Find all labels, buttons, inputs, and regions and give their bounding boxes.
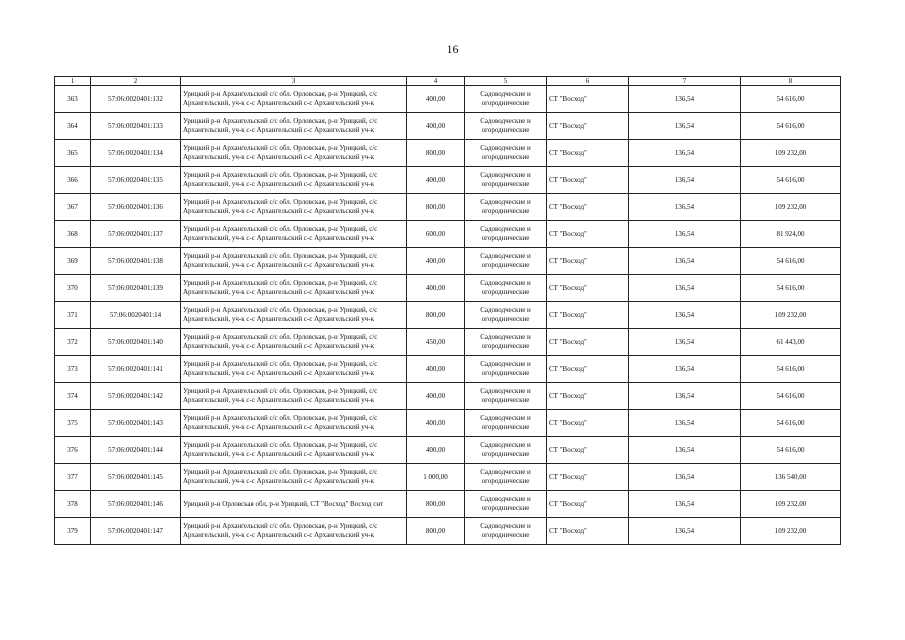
address-cell: Урицкий р-н Архангельский с/с обл. Орловская, р-н Урицкий, с/с Архангельский, уч-к с-с Архангельский с-с Архангельский уч-к bbox=[181, 437, 407, 464]
land-plot-table bbox=[54, 76, 841, 545]
table-row bbox=[55, 356, 841, 383]
cadastral-value-cell: 54 616,00 bbox=[741, 383, 841, 410]
column-header-1: 1 bbox=[55, 77, 91, 86]
area-cell: 800,00 bbox=[407, 194, 465, 221]
land-use-cell: Садоводческие и огороднические bbox=[465, 140, 547, 167]
land-use-cell: Садоводческие и огороднические bbox=[465, 491, 547, 518]
land-use-cell: Садоводческие и огороднические bbox=[465, 302, 547, 329]
address-cell: Урицкий р-н Архангельский с/с обл. Орловская, р-н Урицкий, с/с Архангельский, уч-к с-с Архангельский с-с Архангельский уч-к bbox=[181, 329, 407, 356]
table-row bbox=[55, 248, 841, 275]
cadastral-number-cell: 57:06:0020401:141 bbox=[91, 356, 181, 383]
cadastral-number-cell: 57:06:0020401:14 bbox=[91, 302, 181, 329]
row-number-cell: 378 bbox=[55, 491, 91, 518]
table-body bbox=[55, 86, 841, 545]
owner-cell: СТ "Восход" bbox=[547, 356, 629, 383]
table-row bbox=[55, 275, 841, 302]
cadastral-number-cell: 57:06:0020401:132 bbox=[91, 86, 181, 113]
address-cell: Урицкий р-н Архангельский с/с обл. Орловская, р-н Урицкий, с/с Архангельский, уч-к с-с Архангельский с-с Архангельский уч-к bbox=[181, 302, 407, 329]
address-cell: Урицкий р-н Архангельский с/с обл. Орловская, р-н Урицкий, с/с Архангельский, уч-к с-с Архангельский с-с Архангельский уч-к bbox=[181, 275, 407, 302]
row-number-cell: 375 bbox=[55, 410, 91, 437]
table-row bbox=[55, 167, 841, 194]
cadastral-value-cell: 136 540,00 bbox=[741, 464, 841, 491]
row-number-cell: 368 bbox=[55, 221, 91, 248]
area-cell: 800,00 bbox=[407, 302, 465, 329]
rate-cell: 136,54 bbox=[629, 464, 741, 491]
area-cell: 400,00 bbox=[407, 167, 465, 194]
area-cell: 800,00 bbox=[407, 518, 465, 545]
column-header-8: 8 bbox=[741, 77, 841, 86]
table-row bbox=[55, 464, 841, 491]
row-number-cell: 370 bbox=[55, 275, 91, 302]
cadastral-number-cell: 57:06:0020401:137 bbox=[91, 221, 181, 248]
address-cell: Урицкий р-н Архангельский с/с обл. Орловская, р-н Урицкий, с/с Архангельский, уч-к с-с Архангельский с-с Архангельский уч-к bbox=[181, 140, 407, 167]
row-number-cell: 374 bbox=[55, 383, 91, 410]
area-cell: 600,00 bbox=[407, 221, 465, 248]
table-row bbox=[55, 410, 841, 437]
cadastral-number-cell: 57:06:0020401:136 bbox=[91, 194, 181, 221]
address-cell: Урицкий р-н Архангельский с/с обл. Орловская, р-н Урицкий, с/с Архангельский, уч-к с-с Архангельский с-с Архангельский уч-к bbox=[181, 464, 407, 491]
cadastral-value-cell: 54 616,00 bbox=[741, 356, 841, 383]
cadastral-value-cell: 81 924,00 bbox=[741, 221, 841, 248]
column-header-4: 4 bbox=[407, 77, 465, 86]
cadastral-number-cell: 57:06:0020401:133 bbox=[91, 113, 181, 140]
owner-cell: СТ "Восход" bbox=[547, 437, 629, 464]
land-use-cell: Садоводческие и огороднические bbox=[465, 275, 547, 302]
land-use-cell: Садоводческие и огороднические bbox=[465, 437, 547, 464]
owner-cell: СТ "Восход" bbox=[547, 329, 629, 356]
rate-cell: 136,54 bbox=[629, 194, 741, 221]
row-number-cell: 369 bbox=[55, 248, 91, 275]
cadastral-number-cell: 57:06:0020401:140 bbox=[91, 329, 181, 356]
row-number-cell: 372 bbox=[55, 329, 91, 356]
cadastral-value-cell: 54 616,00 bbox=[741, 167, 841, 194]
table-row bbox=[55, 86, 841, 113]
land-use-cell: Садоводческие и огороднические bbox=[465, 194, 547, 221]
column-header-2: 2 bbox=[91, 77, 181, 86]
cadastral-number-cell: 57:06:0020401:139 bbox=[91, 275, 181, 302]
area-cell: 800,00 bbox=[407, 140, 465, 167]
area-cell: 1 000,00 bbox=[407, 464, 465, 491]
cadastral-value-cell: 109 232,00 bbox=[741, 194, 841, 221]
owner-cell: СТ "Восход" bbox=[547, 194, 629, 221]
cadastral-number-cell: 57:06:0020401:135 bbox=[91, 167, 181, 194]
cadastral-value-cell: 54 616,00 bbox=[741, 410, 841, 437]
table-row bbox=[55, 194, 841, 221]
owner-cell: СТ "Восход" bbox=[547, 410, 629, 437]
column-header-5: 5 bbox=[465, 77, 547, 86]
address-cell: Урицкий р-н Архангельский с/с обл. Орловская, р-н Урицкий, с/с Архангельский, уч-к с-с Архангельский с-с Архангельский уч-к bbox=[181, 356, 407, 383]
owner-cell: СТ "Восход" bbox=[547, 491, 629, 518]
land-use-cell: Садоводческие и огороднические bbox=[465, 86, 547, 113]
address-cell: Урицкий р-н Архангельский с/с обл. Орловская, р-н Урицкий, с/с Архангельский, уч-к с-с Архангельский с-с Архангельский уч-к bbox=[181, 86, 407, 113]
land-use-cell: Садоводческие и огороднические bbox=[465, 329, 547, 356]
rate-cell: 136,54 bbox=[629, 437, 741, 464]
table-row bbox=[55, 491, 841, 518]
header-row bbox=[55, 77, 841, 86]
owner-cell: СТ "Восход" bbox=[547, 302, 629, 329]
land-use-cell: Садоводческие и огороднические bbox=[465, 518, 547, 545]
rate-cell: 136,54 bbox=[629, 275, 741, 302]
table-row bbox=[55, 329, 841, 356]
rate-cell: 136,54 bbox=[629, 167, 741, 194]
land-use-cell: Садоводческие и огороднические bbox=[465, 113, 547, 140]
address-cell: Урицкий р-н Орловская обл, р-н Урицкий, СТ "Восход" Восход снт bbox=[181, 491, 407, 518]
cadastral-value-cell: 109 232,00 bbox=[741, 518, 841, 545]
rate-cell: 136,54 bbox=[629, 113, 741, 140]
land-use-cell: Садоводческие и огороднические bbox=[465, 464, 547, 491]
rate-cell: 136,54 bbox=[629, 86, 741, 113]
cadastral-value-cell: 109 232,00 bbox=[741, 491, 841, 518]
row-number-cell: 373 bbox=[55, 356, 91, 383]
area-cell: 400,00 bbox=[407, 275, 465, 302]
land-use-cell: Садоводческие и огороднические bbox=[465, 356, 547, 383]
area-cell: 450,00 bbox=[407, 329, 465, 356]
address-cell: Урицкий р-н Архангельский с/с обл. Орловская, р-н Урицкий, с/с Архангельский, уч-к с-с Архангельский с-с Архангельский уч-к bbox=[181, 410, 407, 437]
address-cell: Урицкий р-н Архангельский с/с обл. Орловская, р-н Урицкий, с/с Архангельский, уч-к с-с Архангельский с-с Архангельский уч-к bbox=[181, 221, 407, 248]
cadastral-value-cell: 54 616,00 bbox=[741, 113, 841, 140]
rate-cell: 136,54 bbox=[629, 248, 741, 275]
rate-cell: 136,54 bbox=[629, 356, 741, 383]
area-cell: 400,00 bbox=[407, 410, 465, 437]
owner-cell: СТ "Восход" bbox=[547, 248, 629, 275]
table-row bbox=[55, 383, 841, 410]
area-cell: 400,00 bbox=[407, 86, 465, 113]
table-row bbox=[55, 140, 841, 167]
column-header-3: 3 bbox=[181, 77, 407, 86]
owner-cell: СТ "Восход" bbox=[547, 275, 629, 302]
owner-cell: СТ "Восход" bbox=[547, 86, 629, 113]
row-number-cell: 379 bbox=[55, 518, 91, 545]
cadastral-number-cell: 57:06:0020401:142 bbox=[91, 383, 181, 410]
owner-cell: СТ "Восход" bbox=[547, 518, 629, 545]
row-number-cell: 366 bbox=[55, 167, 91, 194]
land-use-cell: Садоводческие и огороднические bbox=[465, 221, 547, 248]
row-number-cell: 365 bbox=[55, 140, 91, 167]
row-number-cell: 376 bbox=[55, 437, 91, 464]
cadastral-number-cell: 57:06:0020401:138 bbox=[91, 248, 181, 275]
rate-cell: 136,54 bbox=[629, 221, 741, 248]
column-header-7: 7 bbox=[629, 77, 741, 86]
area-cell: 800,00 bbox=[407, 491, 465, 518]
rate-cell: 136,54 bbox=[629, 383, 741, 410]
rate-cell: 136,54 bbox=[629, 140, 741, 167]
column-header-6: 6 bbox=[547, 77, 629, 86]
owner-cell: СТ "Восход" bbox=[547, 464, 629, 491]
cadastral-number-cell: 57:06:0020401:147 bbox=[91, 518, 181, 545]
owner-cell: СТ "Восход" bbox=[547, 140, 629, 167]
cadastral-number-cell: 57:06:0020401:143 bbox=[91, 410, 181, 437]
area-cell: 400,00 bbox=[407, 437, 465, 464]
cadastral-value-cell: 54 616,00 bbox=[741, 86, 841, 113]
land-use-cell: Садоводческие и огороднические bbox=[465, 410, 547, 437]
area-cell: 400,00 bbox=[407, 356, 465, 383]
cadastral-number-cell: 57:06:0020401:146 bbox=[91, 491, 181, 518]
owner-cell: СТ "Восход" bbox=[547, 167, 629, 194]
area-cell: 400,00 bbox=[407, 248, 465, 275]
table-row bbox=[55, 302, 841, 329]
owner-cell: СТ "Восход" bbox=[547, 221, 629, 248]
owner-cell: СТ "Восход" bbox=[547, 113, 629, 140]
cadastral-value-cell: 54 616,00 bbox=[741, 275, 841, 302]
land-use-cell: Садоводческие и огороднические bbox=[465, 167, 547, 194]
cadastral-value-cell: 54 616,00 bbox=[741, 248, 841, 275]
row-number-cell: 364 bbox=[55, 113, 91, 140]
cadastral-value-cell: 54 616,00 bbox=[741, 437, 841, 464]
row-number-cell: 371 bbox=[55, 302, 91, 329]
rate-cell: 136,54 bbox=[629, 491, 741, 518]
cadastral-value-cell: 61 443,00 bbox=[741, 329, 841, 356]
rate-cell: 136,54 bbox=[629, 329, 741, 356]
area-cell: 400,00 bbox=[407, 113, 465, 140]
address-cell: Урицкий р-н Архангельский с/с обл. Орловская, р-н Урицкий, с/с Архангельский, уч-к с-с Архангельский с-с Архангельский уч-к bbox=[181, 167, 407, 194]
table-row bbox=[55, 113, 841, 140]
address-cell: Урицкий р-н Архангельский с/с обл. Орловская, р-н Урицкий, с/с Архангельский, уч-к с-с Архангельский с-с Архангельский уч-к bbox=[181, 194, 407, 221]
rate-cell: 136,54 bbox=[629, 518, 741, 545]
address-cell: Урицкий р-н Архангельский с/с обл. Орловская, р-н Урицкий, с/с Архангельский, уч-к с-с Архангельский с-с Архангельский уч-к bbox=[181, 518, 407, 545]
rate-cell: 136,54 bbox=[629, 410, 741, 437]
address-cell: Урицкий р-н Архангельский с/с обл. Орловская, р-н Урицкий, с/с Архангельский, уч-к с-с Архангельский с-с Архангельский уч-к bbox=[181, 248, 407, 275]
page-number: 16 bbox=[446, 42, 459, 56]
address-cell: Урицкий р-н Архангельский с/с обл. Орловская, р-н Урицкий, с/с Архангельский, уч-к с-с Архангельский с-с Архангельский уч-к bbox=[181, 383, 407, 410]
land-use-cell: Садоводческие и огороднические bbox=[465, 383, 547, 410]
cadastral-value-cell: 109 232,00 bbox=[741, 140, 841, 167]
cadastral-number-cell: 57:06:0020401:134 bbox=[91, 140, 181, 167]
cadastral-number-cell: 57:06:0020401:144 bbox=[91, 437, 181, 464]
area-cell: 400,00 bbox=[407, 383, 465, 410]
table-row bbox=[55, 518, 841, 545]
address-cell: Урицкий р-н Архангельский с/с обл. Орловская, р-н Урицкий, с/с Архангельский, уч-к с-с Архангельский с-с Архангельский уч-к bbox=[181, 113, 407, 140]
table-row bbox=[55, 221, 841, 248]
cadastral-number-cell: 57:06:0020401:145 bbox=[91, 464, 181, 491]
row-number-cell: 363 bbox=[55, 86, 91, 113]
rate-cell: 136,54 bbox=[629, 302, 741, 329]
row-number-cell: 367 bbox=[55, 194, 91, 221]
owner-cell: СТ "Восход" bbox=[547, 383, 629, 410]
cadastral-value-cell: 109 232,00 bbox=[741, 302, 841, 329]
row-number-cell: 377 bbox=[55, 464, 91, 491]
land-use-cell: Садоводческие и огороднические bbox=[465, 248, 547, 275]
table-row bbox=[55, 437, 841, 464]
